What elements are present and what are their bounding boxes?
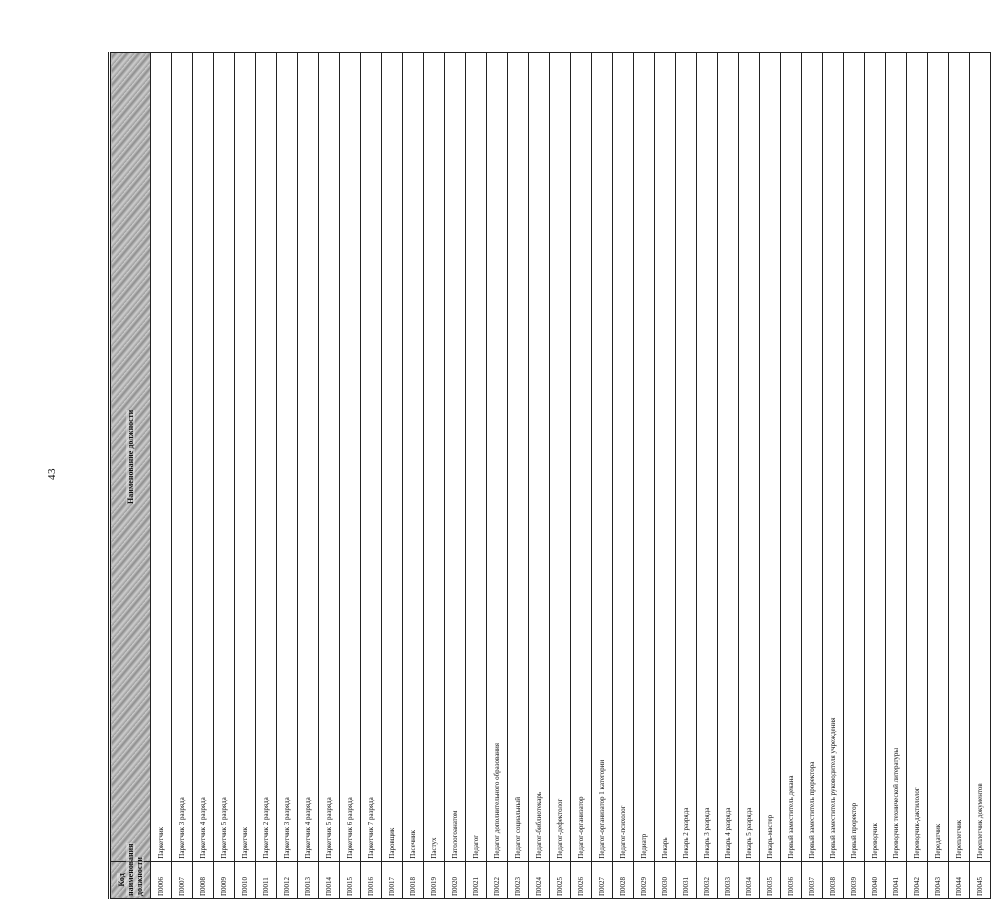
row-code: П0021 (466, 861, 487, 898)
row-name: Педагог социальный (508, 53, 529, 862)
row-name: Переводчик технической литературы (886, 53, 907, 862)
table-row (781, 53, 802, 899)
table-row (172, 53, 193, 899)
row-name: Пекарь 5 разряда (739, 53, 760, 862)
table-row (214, 53, 235, 899)
row-code: П0032 (697, 861, 718, 898)
table-header-row (111, 53, 151, 899)
table-left-border (108, 52, 109, 899)
row-name: Паркетчик 4 разряда (193, 53, 214, 862)
table-row (907, 53, 928, 899)
row-name: Пекарь 4 разряда (718, 53, 739, 862)
table-row (403, 53, 424, 899)
row-code: П0030 (655, 861, 676, 898)
row-code: П0015 (340, 861, 361, 898)
row-name: Пекарь-мастер (760, 53, 781, 862)
row-code: П0024 (529, 861, 550, 898)
row-code: П0042 (907, 861, 928, 898)
table-row (970, 53, 991, 899)
row-code: П0020 (445, 861, 466, 898)
row-name: Пекарь 3 разряда (697, 53, 718, 862)
table-row (277, 53, 298, 899)
row-name: Педагог-организатор 1 категории (592, 53, 613, 862)
row-code: П0017 (382, 861, 403, 898)
row-name: Первый проректор (844, 53, 865, 862)
row-name: Пекарь 2 разряда (676, 53, 697, 862)
row-code: П0022 (487, 861, 508, 898)
row-name: Пасечник (403, 53, 424, 862)
table-row (865, 53, 886, 899)
table-row (760, 53, 781, 899)
row-name: Паркетчик 7 разряда (361, 53, 382, 862)
row-name: Паркетчик 2 разряда (256, 53, 277, 862)
row-name: Педагог-дефектолог (550, 53, 571, 862)
row-name: Паркетчик (151, 53, 172, 862)
header-name (111, 53, 151, 862)
table-row (655, 53, 676, 899)
table-row (844, 53, 865, 899)
row-name: Паркетчик (235, 53, 256, 862)
table-row (529, 53, 550, 899)
table-row (571, 53, 592, 899)
table-row (193, 53, 214, 899)
table-row (445, 53, 466, 899)
table-row (151, 53, 172, 899)
row-name: Паркетчик 3 разряда (277, 53, 298, 862)
row-code: П0033 (718, 861, 739, 898)
table-row (424, 53, 445, 899)
row-code: П0044 (949, 861, 970, 898)
positions-table (110, 52, 991, 899)
table-row (928, 53, 949, 899)
table-row (697, 53, 718, 899)
row-code: П0027 (592, 861, 613, 898)
table-row (487, 53, 508, 899)
row-name: Паркетчик 4 разряда (298, 53, 319, 862)
row-code: П0040 (865, 861, 886, 898)
row-name: Паркетчик 6 разряда (340, 53, 361, 862)
row-name: Паркетчик 5 разряда (319, 53, 340, 862)
table-row (592, 53, 613, 899)
row-name: Педагог-библиотекарь (529, 53, 550, 862)
row-name: Первый заместитель проректора (802, 53, 823, 862)
table-row (382, 53, 403, 899)
table-row (361, 53, 382, 899)
row-name: Паркетчик 5 разряда (214, 53, 235, 862)
header-code-label: Код наименования должности (117, 843, 144, 896)
row-code: П0041 (886, 861, 907, 898)
row-code: П0037 (802, 861, 823, 898)
row-code: П0008 (193, 861, 214, 898)
row-code: П0013 (298, 861, 319, 898)
row-name: Паркетчик 3 разряда (172, 53, 193, 862)
table-row (466, 53, 487, 899)
row-code: П0011 (256, 861, 277, 898)
row-code: П0009 (214, 861, 235, 898)
row-name: Паровщик (382, 53, 403, 862)
row-code: П0029 (634, 861, 655, 898)
row-name: Переплетчик документов (970, 53, 991, 862)
row-code: П0014 (319, 861, 340, 898)
row-name: Педагог-психолог (613, 53, 634, 862)
table-row (676, 53, 697, 899)
row-name: Педиатр (634, 53, 655, 862)
table-row (340, 53, 361, 899)
row-name: Переплетчик (949, 53, 970, 862)
row-name: Педагог дополнительного образования (487, 53, 508, 862)
row-name: Переводчик (865, 53, 886, 862)
table-row (718, 53, 739, 899)
row-code: П0006 (151, 861, 172, 898)
row-name: Педагог (466, 53, 487, 862)
row-name: Первый заместитель декана (781, 53, 802, 862)
row-code: П0039 (844, 861, 865, 898)
row-name: Передатчик (928, 53, 949, 862)
row-code: П0034 (739, 861, 760, 898)
row-code: П0012 (277, 861, 298, 898)
header-name-label: Наименование должности (126, 409, 135, 504)
row-code: П0016 (361, 861, 382, 898)
row-code: П0038 (823, 861, 844, 898)
table-row (235, 53, 256, 899)
row-code: П0018 (403, 861, 424, 898)
rotated-table-wrapper (110, 52, 984, 899)
table-row (802, 53, 823, 899)
table-row (823, 53, 844, 899)
row-name: Переводчик-дактилолог (907, 53, 928, 862)
table-row (613, 53, 634, 899)
row-code: П0007 (172, 861, 193, 898)
table-row (319, 53, 340, 899)
row-name: Пастух (424, 53, 445, 862)
row-code: П0035 (760, 861, 781, 898)
table-row (256, 53, 277, 899)
row-code: П0045 (970, 861, 991, 898)
row-name: Первый заместитель руководителя учреждения (823, 53, 844, 862)
row-code: П0023 (508, 861, 529, 898)
row-code: П0025 (550, 861, 571, 898)
row-code: П0043 (928, 861, 949, 898)
row-code: П0026 (571, 861, 592, 898)
header-code (111, 843, 151, 898)
row-code: П0019 (424, 861, 445, 898)
table-row (550, 53, 571, 899)
table-row (634, 53, 655, 899)
row-code: П0028 (613, 861, 634, 898)
row-name: Педагог-организатор (571, 53, 592, 862)
page-number: 43 (46, 468, 58, 480)
table-row (886, 53, 907, 899)
row-code: П0036 (781, 861, 802, 898)
row-name: Пекарь (655, 53, 676, 862)
table-row (739, 53, 760, 899)
table-row (298, 53, 319, 899)
table-row (949, 53, 970, 899)
row-name: Патологоанатом (445, 53, 466, 862)
row-code: П0010 (235, 861, 256, 898)
table-row (508, 53, 529, 899)
row-code: П0031 (676, 861, 697, 898)
